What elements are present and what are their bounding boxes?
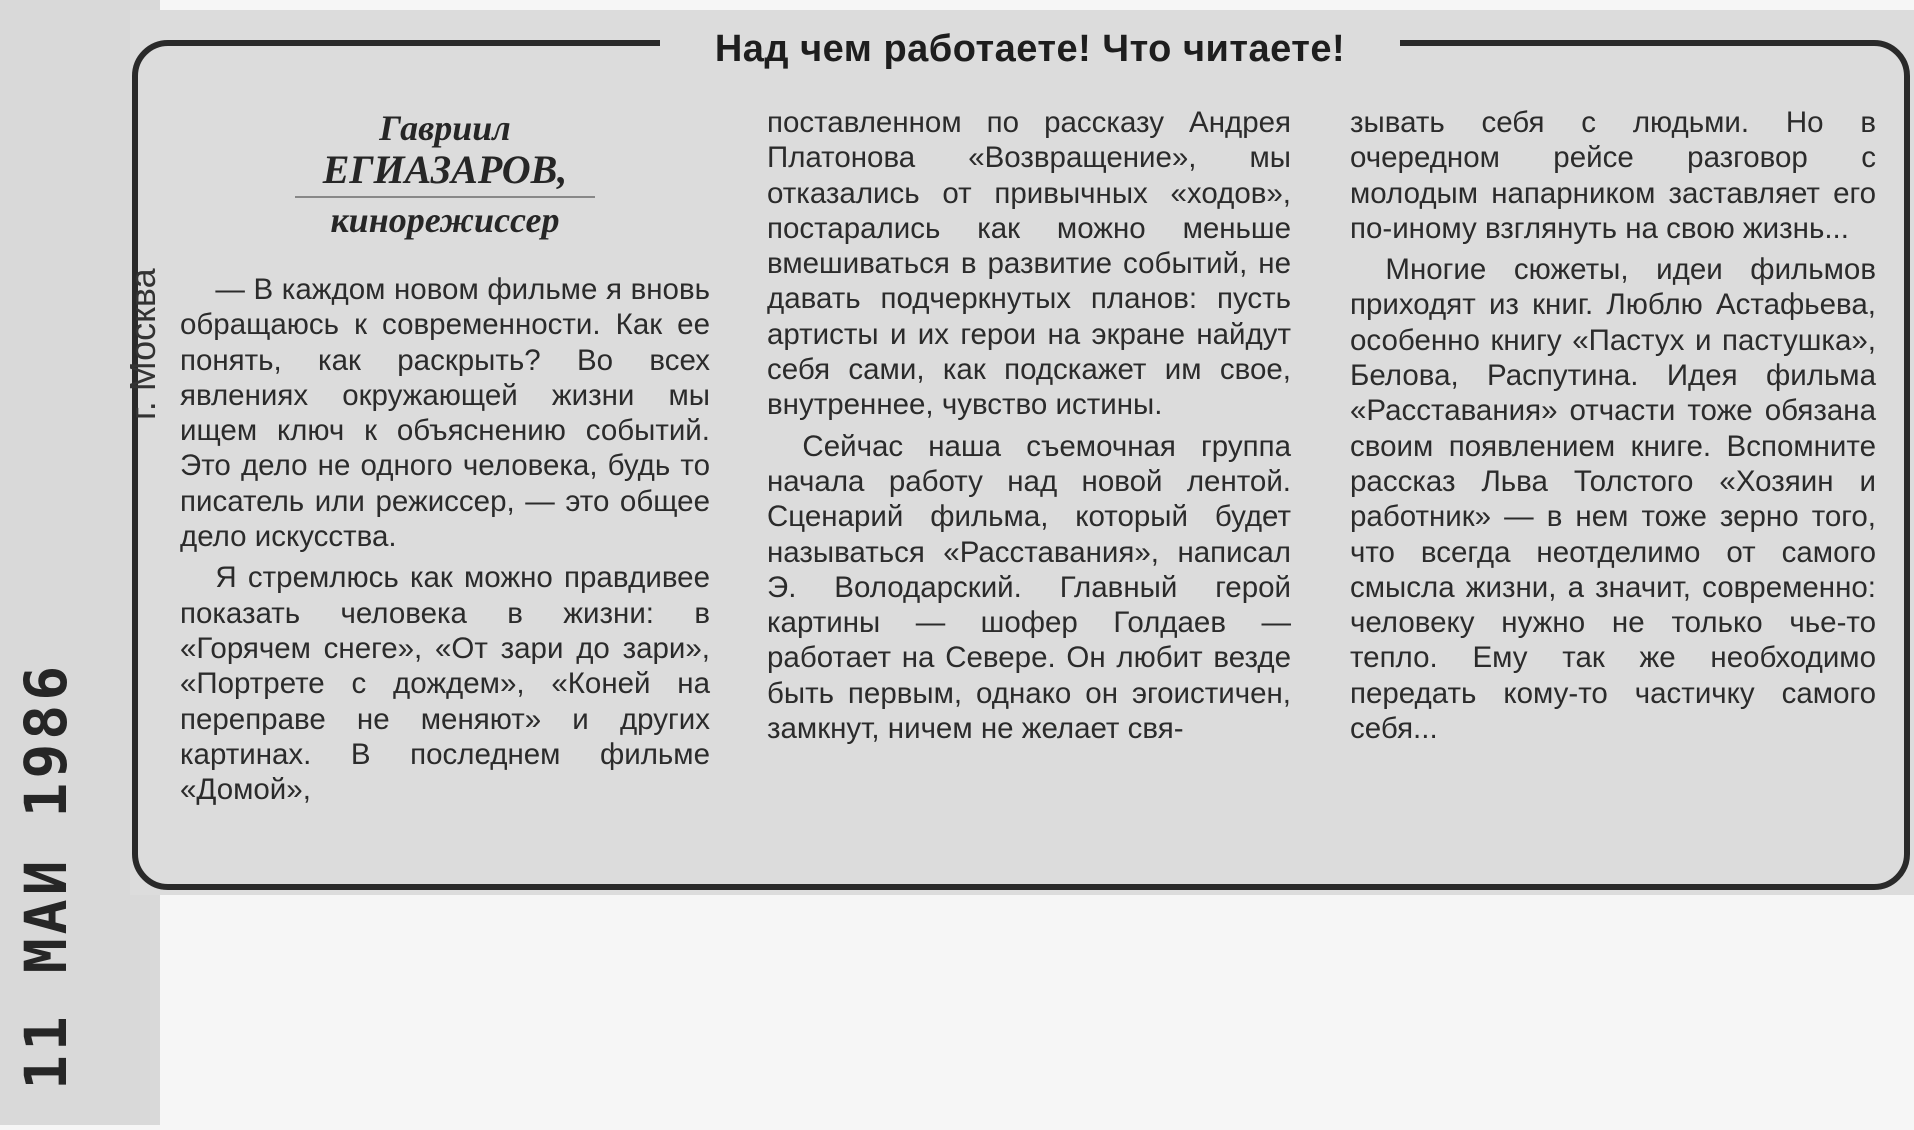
date-stamp: 11 МАИ 1986 <box>12 661 80 1090</box>
paragraph: — В каждом новом фильме я вновь обращаюсь к современности. Как ее понять, как раскрыть? Во всех явлениях окружающей жизни мы ищем ключ к объяснению событий. Это дело не одного человека, будь то писатель или режиссер, — это общее дело искусства. <box>180 273 710 554</box>
column-3 <box>1350 105 1876 752</box>
author-role: кинорежиссер <box>295 196 595 242</box>
author-first-name: Гавриил <box>379 108 511 148</box>
city-stamp: г. Москва <box>122 268 163 420</box>
column-2 <box>767 105 1291 752</box>
paragraph: Я стремлюсь как можно правдивее показать человека в жизни: в «Горячем снеге», «От зари до зари», «Портрете с дождем», «Коней на переправе не меняют» и других картинах. В последнем фильме «Домой», <box>180 561 710 807</box>
paragraph: Сейчас наша съемочная группа начала работу над новой лентой. Сценарий фильма, который будет называться «Расставания», написал Э. Володарский. Главный герой картины — шофер Голдаев — работает на Севере. Он любит везде быть первым, однако он эгоистичен, замкнут, ничем не желает свя- <box>767 429 1291 746</box>
author-last-name: ЕГИАЗАРОВ, <box>322 147 568 192</box>
author-block <box>260 108 630 242</box>
paragraph: зывать себя с людьми. Но в очередном рейсе разговор с молодым напарником заставляет его по-иному взглянуть на свою жизнь... <box>1350 106 1876 245</box>
paragraph: поставленном по рассказу Андрея Платонова «Возвращение», мы отказались от привычных «ходов», постарались как можно меньше вмешиваться в развитие событий, не давать подчеркнутых планов: пусть артисты и их герои на экране найдут себя сами, как подскажет им свое, внутреннее, чувство истины. <box>767 106 1291 422</box>
column-1 <box>180 272 710 813</box>
paragraph: Многие сюжеты, идеи фильмов приходят из книг. Люблю Астафьева, особенно книгу «Пастух и пастушка», Белова, Распутина. Идея фильма «Расставания» отчасти тоже обязана своим появлением книге. Вспомните рассказ Льва Толстого «Хозяин и работник» — в нем тоже зерно того, что всегда неотделимо от самого смысла жизни, а значит, современно: человеку нужно не только чье-то тепло. Ему так же необходимо передать кому-то частичку самого себя... <box>1350 253 1876 746</box>
article-heading: Над чем работаете! Что читаете! <box>714 28 1346 70</box>
